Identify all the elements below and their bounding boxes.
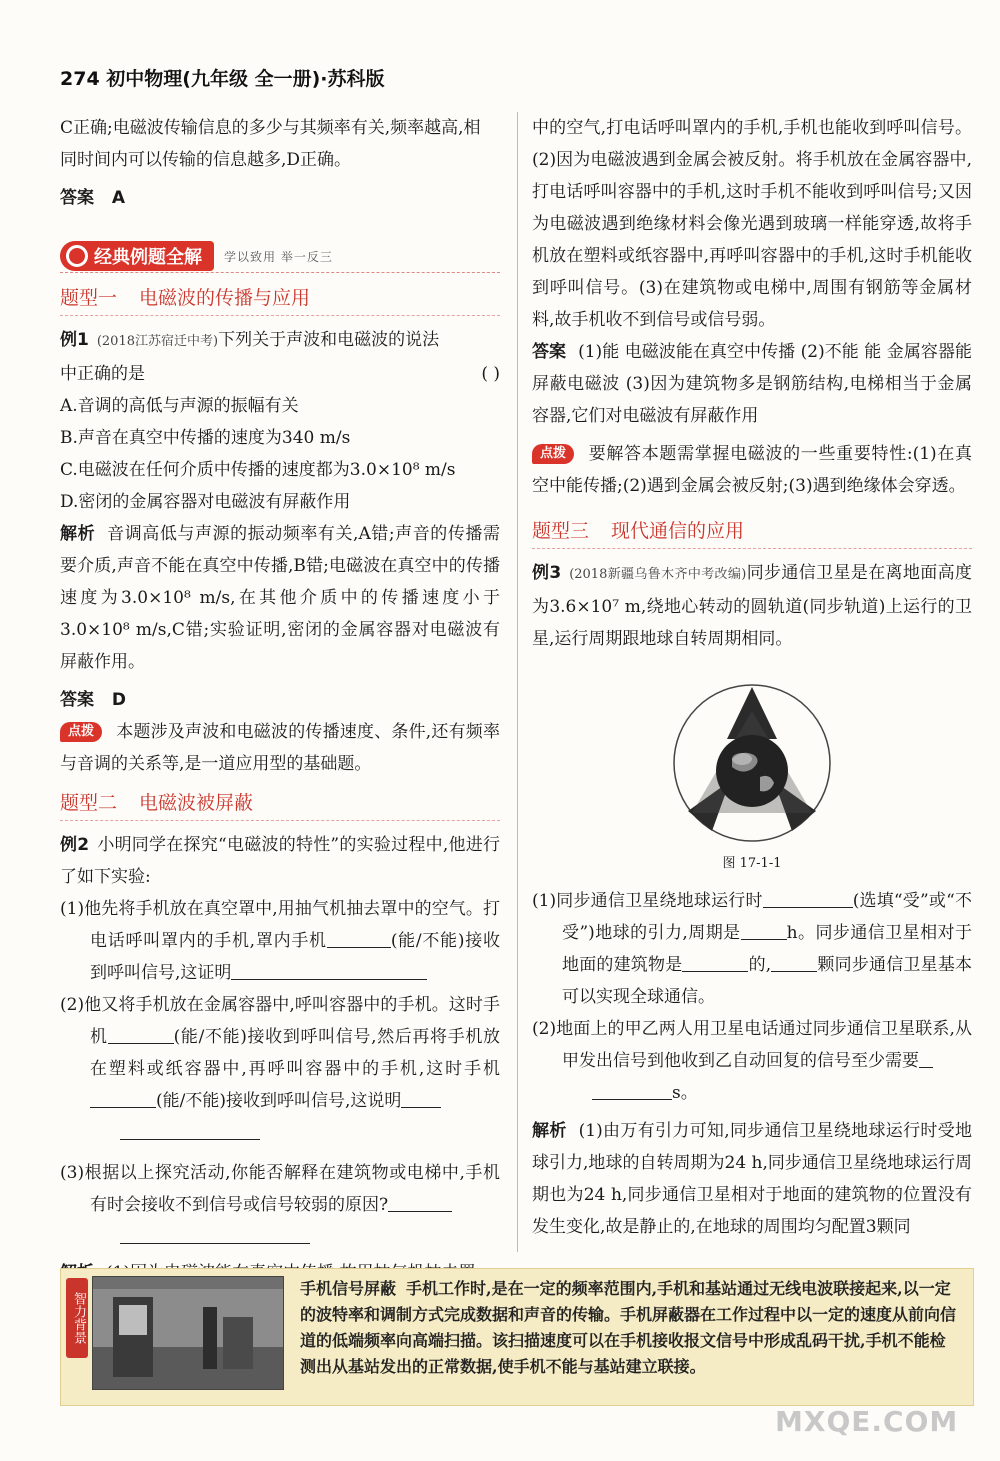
tip-badge: 点拨 — [60, 722, 102, 742]
example-text: 小明同学在探究“电磁波的特性”的实验过程中,他进行了如下实验: — [60, 835, 500, 887]
type-heading-3 — [532, 516, 972, 549]
example-source: (2018新疆乌鲁木齐中考改编) — [569, 567, 747, 582]
answer-blank[interactable] — [120, 1121, 260, 1140]
question-text: (能/不能)接收到呼叫信号,这证明 — [90, 931, 501, 983]
question-text: (1)同步通信卫星绕地球运行时 — [532, 891, 763, 911]
intro-line: 同时间内可以传输的信息越多,D正确。 — [60, 150, 352, 170]
answer-blank[interactable] — [388, 1193, 452, 1212]
type-title: 电磁波的传播与应用 — [139, 287, 311, 309]
background-tag: 智力背景 — [66, 1278, 88, 1358]
example-3-stem — [532, 557, 972, 655]
question-text: (1)他先将手机放在真空罩中,用抽气机抽去罩中的空气。打电话呼叫罩内的手机,罩内手机 — [60, 899, 500, 951]
example-label: 例1 — [60, 330, 89, 350]
example-3-analysis — [532, 1115, 972, 1243]
option-c: C.电磁波在任何介质中传播的速度都为3.0×10⁸ m/s — [60, 460, 456, 480]
answer-label: 答案 — [532, 342, 567, 362]
answer-value: D — [111, 690, 127, 710]
example-label: 例2 — [60, 835, 90, 855]
answer-blank[interactable] — [108, 1025, 174, 1044]
type-title: 电磁波被屏蔽 — [139, 792, 254, 814]
figure-caption: 图 17-1-1 — [722, 856, 782, 871]
type-number: 题型二 — [60, 792, 118, 814]
analysis-continued: 中的空气,打电话呼叫罩内的手机,手机也能收到呼叫信号。(2)因为电磁波遇到金属会被反射。将手机放在金属容器中,打电话呼叫容器中的手机,这时手机不能收到呼叫信号;又因为电磁波遇到绝缘材料会像光遇到玻璃一样能穿透,故将手机放在塑料或纸容器中,再呼叫容器中的手机,这时手机能收到呼叫信号。(3)在建筑物或电梯中,周围有钢筋等金属材料,故手机收不到信号或信号弱。 — [532, 118, 972, 330]
satellite-figure — [632, 681, 872, 846]
page-header: 274 初中物理(九年级 全一册)·苏科版 — [60, 68, 385, 90]
answer-label: 答案 — [60, 690, 94, 710]
column-divider — [517, 112, 518, 1252]
question-text: h。同步通信卫星相对于地面的建筑物是 — [562, 923, 972, 975]
tip-2 — [532, 438, 972, 502]
question-text: (2)他又将手机放在金属容器中,呼叫容器中的手机。这时手机 — [60, 995, 500, 1047]
tip-text: 本题涉及声波和电磁波的传播速度、条件,还有频率与音调的关系等,是一道应用型的基础题。 — [60, 722, 500, 774]
answer-blank[interactable] — [231, 961, 427, 980]
example-1-answer — [60, 684, 500, 716]
example-text: 中正确的是 — [60, 364, 145, 384]
question-1 — [60, 893, 500, 989]
answer-blank[interactable] — [771, 953, 817, 972]
question-text: s。 — [672, 1083, 698, 1103]
example-1-analysis — [60, 518, 500, 678]
answer-label: 答案 — [60, 188, 94, 208]
example-label: 例3 — [532, 563, 562, 583]
option-d: D.密闭的金属容器对电磁波有屏蔽作用 — [60, 492, 351, 512]
question-1 — [532, 885, 972, 1013]
answer-blank[interactable] — [592, 1081, 672, 1100]
type-title: 现代通信的应用 — [611, 520, 745, 542]
answer-text: (1)能 电磁波能在真空中传播 (2)不能 能 金属容器能屏蔽电磁波 (3)因为建筑物多是钢筋结构,电梯相当于金属容器,它们对电磁波有屏蔽作用 — [532, 342, 972, 426]
question-text: (3)根据以上探究活动,你能否解释在建筑物或电梯中,手机有时会接收不到信号或信号较弱的原因? — [60, 1163, 500, 1215]
phone-booth-photo — [92, 1276, 284, 1390]
watermark: MXQE.COM — [775, 1405, 959, 1438]
example-1-stem-2 — [60, 358, 500, 390]
tip-1 — [60, 716, 500, 780]
intro-answer — [60, 182, 500, 214]
type-number: 题型一 — [60, 287, 118, 309]
question-text: (能/不能)接收到呼叫信号,这说明 — [156, 1091, 402, 1111]
background-body: 手机工作时,是在一定的频率范围内,手机和基站通过无线电波联接起来,以一定的波特率和调制方式完成数据和声音的传输。手机屏蔽器在工作过程中以一定的速度从前向信道的低端频率向高端扫描。该扫描速度可以在手机接收报文信号中形成乱码干扰,手机不能检测出从基站发出的正常数据,使手机不能与基站建立联接。 — [300, 1279, 957, 1376]
section-subtitle: 学以致用 举一反三 — [224, 249, 333, 264]
example-text: 同步通信卫星是在离地面高度为3.6×10⁷ m,绕地心转动的圆轨道(同步轨道)上运行的卫星,运行周期跟地球自转周期相同。 — [532, 563, 972, 649]
answer-blank[interactable] — [401, 1089, 441, 1108]
answer-value: A — [111, 188, 126, 208]
left-column — [60, 112, 500, 1289]
question-text: 颗同步通信卫星基本可以实现全球通信。 — [562, 955, 973, 1007]
street-photo-illustration — [93, 1277, 283, 1389]
question-3 — [60, 1157, 500, 1253]
question-text: (能/不能)接收到呼叫信号,然后再将手机放在塑料或纸容器中,再呼叫容器中的手机,这时手机 — [90, 1027, 500, 1079]
question-2 — [60, 989, 500, 1149]
question-text: 的, — [748, 955, 772, 975]
answer-blank[interactable] — [741, 921, 787, 940]
answer-blank[interactable] — [682, 953, 748, 972]
section-title: 经典例题全解 — [94, 247, 202, 268]
tip-badge: 点拨 — [532, 444, 574, 464]
example-2-stem — [60, 829, 500, 893]
type-number: 题型三 — [532, 520, 590, 542]
example-1-stem — [60, 324, 500, 358]
answer-blank[interactable] — [90, 1089, 156, 1108]
answer-blank[interactable] — [120, 1225, 310, 1244]
target-icon — [66, 245, 88, 267]
question-text: (选填“受”或“不受”)地球的引力,周期是 — [562, 891, 972, 943]
question-2 — [532, 1013, 972, 1109]
answer-blank[interactable] — [763, 889, 853, 908]
section-badge — [60, 241, 214, 271]
analysis-text: 音调高低与声源的振动频率有关,A错;声音的传播需要介质,声音不能在真空中传播,B错;电磁波在真空中的传播速度为3.0×10⁸ m/s,在其他介质中的传播速度小于3.0×10⁸ m/s,C错;实验证明,密闭的金属容器对电磁波有屏蔽作用。 — [60, 524, 500, 672]
intro-line: C正确;电磁波传输信息的多少与其频率有关,频率越高,相 — [60, 118, 481, 138]
right-column — [532, 112, 972, 1243]
example-source: (2018江苏宿迁中考) — [96, 334, 219, 349]
question-text: (2)地面上的甲乙两人用卫星电话通过同步通信卫星联系,从甲发出信号到他收到乙自动回复的信号至少需要 — [532, 1019, 972, 1071]
earth-satellites-illustration — [632, 681, 872, 846]
answer-bracket: ( ) — [481, 364, 500, 384]
type-heading-1 — [60, 283, 500, 316]
tip-text: 要解答本题需掌握电磁波的一些重要特性:(1)在真空中能传播;(2)遇到金属会被反射;(3)遇到绝缘体会穿透。 — [532, 444, 972, 496]
section-banner — [60, 240, 500, 273]
analysis-text: (1)由万有引力可知,同步通信卫星绕地球运行时受地球引力,地球的自转周期为24 h,同步通信卫星绕地球运行周期也为24 h,同步通信卫星相对于地面的建筑物的位置没有发生变化,故是静止的,在地球的周围均匀配置3颗同 — [532, 1121, 973, 1237]
background-text — [300, 1276, 960, 1380]
option-b: B.声音在真空中传播的速度为340 m/s — [60, 428, 351, 448]
analysis-label: 解析 — [532, 1121, 567, 1141]
example-2-answer — [532, 336, 972, 432]
analysis-label: 解析 — [60, 524, 96, 544]
example-text: 下列关于声波和电磁波的说法 — [218, 330, 440, 350]
option-a: A.音调的高低与声源的振幅有关 — [60, 396, 299, 416]
answer-blank[interactable] — [327, 929, 391, 948]
background-title: 手机信号屏蔽 — [300, 1279, 397, 1298]
answer-blank[interactable] — [919, 1049, 933, 1068]
type-heading-2 — [60, 788, 500, 821]
